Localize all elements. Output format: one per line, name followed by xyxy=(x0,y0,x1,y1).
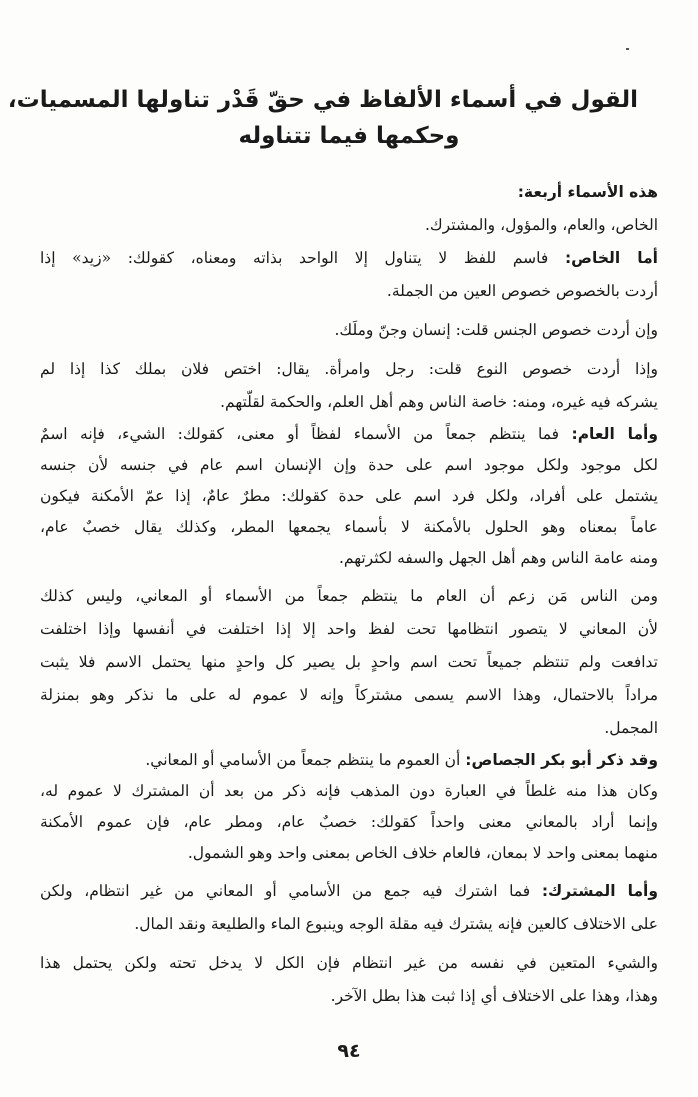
page-body xyxy=(40,176,658,1013)
jassas-line-3: وإنما أراد بالمعاني معنى واحداً كقولك: خصبٌ عام، ومطر عام، فإن عموم الأمكنة xyxy=(40,813,658,831)
amm-line-3: يشتمل على أفراد، ولكل فرد اسم على حدة كقولك: مطرٌ عامٌ، إذا عمّ الأمكنة فيكون xyxy=(40,487,658,505)
amm-line-5: ومنه عامة الناس وهم أهل الجهل والسفه لكثرتهم. xyxy=(338,549,658,567)
paragraph-intro xyxy=(40,176,658,242)
paragraph-mushtarak xyxy=(40,875,658,941)
amm-line-1: فما ينتظم جمعاً من الأسماء لفظاً أو معنى، كقولك: الشيء، فإنه اسمٌ xyxy=(40,425,560,443)
paragraph-naw xyxy=(40,353,658,419)
paragraph-khas xyxy=(40,242,658,308)
paragraph-amm xyxy=(40,419,658,574)
chapter-title xyxy=(7,82,638,154)
shay-line-1: والشيء المتعين في نفسه من غير انتظام فإن الكل لا يدخل تحته ولكن يحتمل هذا xyxy=(40,954,658,972)
khas-heading: أما الخاص: xyxy=(564,249,658,267)
paragraph-zaam xyxy=(40,580,658,745)
paragraph-shay xyxy=(40,947,658,1013)
title-line-1: القول في أسماء الألفاظ في حقّ قَدْر تناولها المسميات، xyxy=(7,87,638,113)
jassas-line-1: أن العموم ما ينتظم جمعاً من الأسامي أو المعاني. xyxy=(145,751,461,769)
intro-list: الخاص، والعام، والمؤول، والمشترك. xyxy=(424,216,658,234)
zaam-line-1: ومن الناس مَن زعم أن العام ما ينتظم جمعاً من الأسماء أو المعاني، وليس كذلك xyxy=(40,587,658,605)
amm-heading: وأما العام: xyxy=(571,425,658,443)
page-number: ٩٤ xyxy=(337,1040,361,1062)
mushtarak-line-2: على الاختلاف كالعين فإنه يشترك فيه مقلة الوجه وينبوع الماء والطليعة ونقد المال. xyxy=(134,915,658,933)
khas-line-1: فاسم للفظ لا يتناول إلا الواحد بذاته ومعناه، كقولك: «زيد» إذا xyxy=(40,249,549,267)
naw-line-2: يشركه فيه غيره، ومنه: خاصة الناس وهم أهل العلم، والحكمة لقلّتهم. xyxy=(220,393,658,411)
intro-heading: هذه الأسماء أربعة: xyxy=(517,183,658,201)
shay-line-2: وهذا، وهذا على الاختلاف أي إذا ثبت هذا بطل الآخر. xyxy=(330,987,658,1005)
zaam-line-2: لأن المعاني لا يتصور انتظامها تحت لفظ واحد إلا إذا اختلفت في أنفسها وإذا اختلفت xyxy=(40,620,658,638)
jassas-heading: وقد ذكر أبو بكر الجصاص: xyxy=(465,751,658,769)
mushtarak-line-1: فما اشترك فيه جمع من الأسامي أو المعاني من غير انتظام، ولكن xyxy=(40,882,531,900)
khas-line-2: أردت بالخصوص خصوص العين من الجملة. xyxy=(386,282,658,300)
title-line-2: وحكمها فيما تتناوله xyxy=(238,123,460,149)
jins-line-1: وإن أردت خصوص الجنس قلت: إنسان وجنّ وملَك. xyxy=(334,321,658,339)
zaam-line-5: المجمل. xyxy=(604,719,658,737)
paragraph-jassas xyxy=(40,745,658,869)
zaam-line-3: تدافعت ولم تنتظم جميعاً تحت اسم واحدٍ بل يصير كل واحدٍ منها يحتمل الاسم فلا يثبت xyxy=(40,653,658,671)
zaam-line-4: مراداً بالاحتمال، وهذا الاسم يسمى مشتركاً وإنه لا عموم له على ما نذكر وهو بمنزلة xyxy=(40,686,658,704)
naw-line-1: وإذا أردت خصوص النوع قلت: رجل وامرأة. يقال: اختص فلان بملك كذا إذا لم xyxy=(40,360,658,378)
jassas-line-4: منهما بمعنى واحد لا بمعان، فالعام خلاف الخاص بمعنى واحد وهو الشمول. xyxy=(187,844,658,862)
paragraph-jins xyxy=(40,314,658,347)
mushtarak-heading: وأما المشترك: xyxy=(541,882,658,900)
amm-line-4: عاماً بمعناه وهو الحلول بالأمكنة لا بأسماء يجمعها المطر، وكذلك يقال خصبٌ عام، xyxy=(40,518,658,536)
amm-line-2: لكل موجود ولكل موجود اسم على حدة وإن الإنسان اسم عام في جنسه لأن جنسه xyxy=(40,456,658,474)
scan-speck xyxy=(626,48,629,50)
jassas-line-2: وكان هذا منه غلطاً في العبارة دون المذهب فإنه ذكر من بعد أن المشترك لا عموم له، xyxy=(40,782,658,800)
